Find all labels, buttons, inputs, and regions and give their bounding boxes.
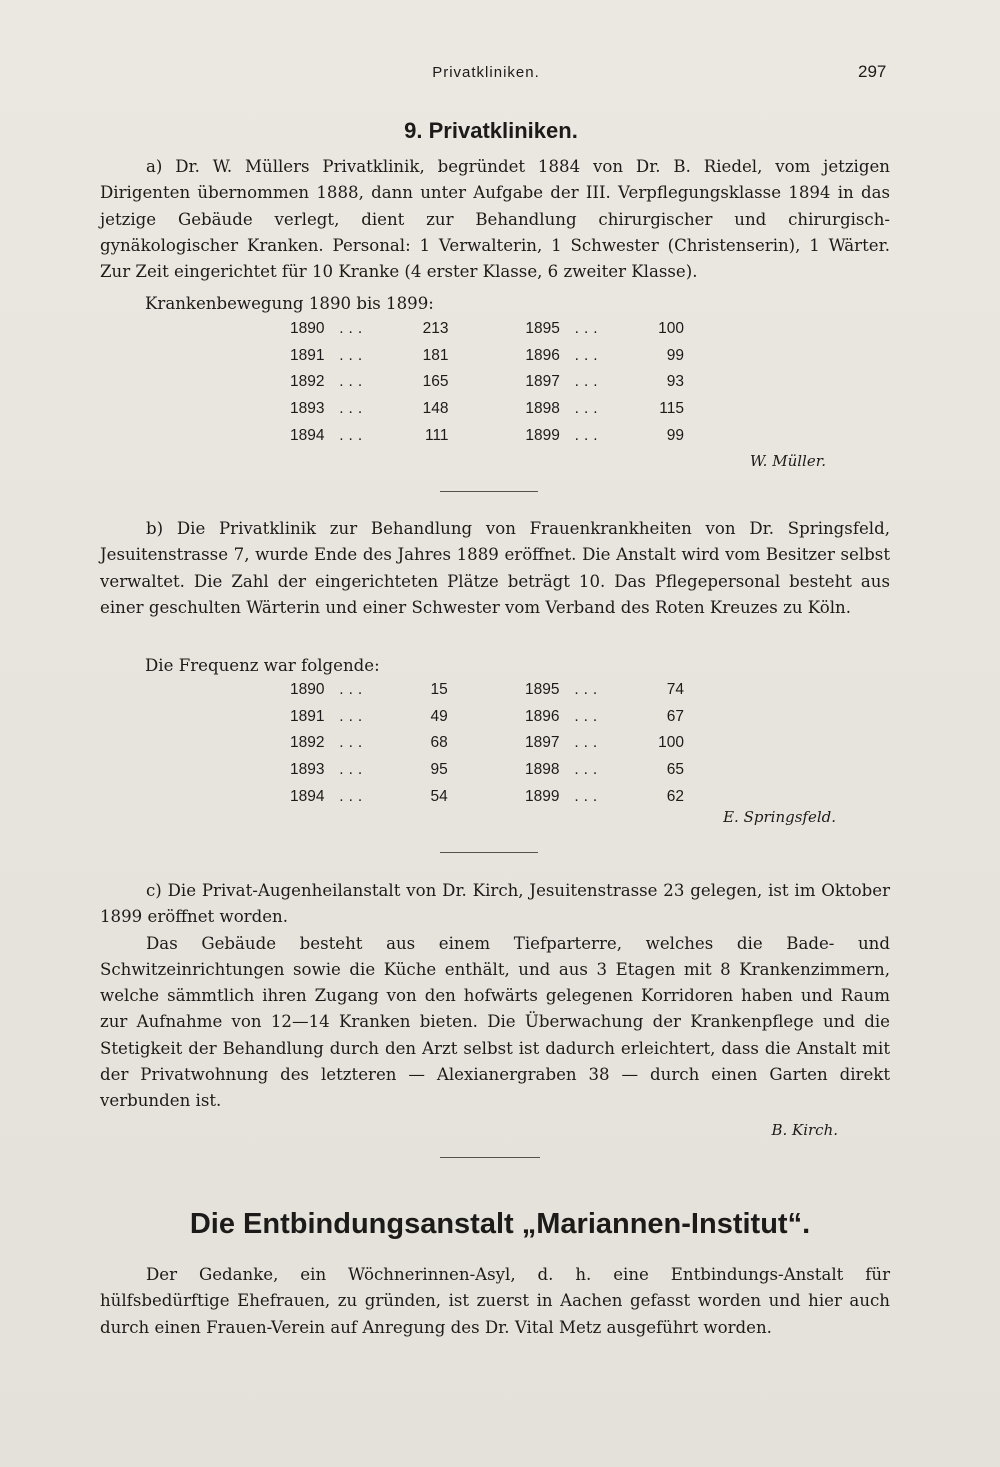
table-cell: 1897 xyxy=(525,373,560,391)
table-cell: 1890 xyxy=(290,320,325,338)
table-cell: 68 xyxy=(430,734,448,752)
leader-dots: ... xyxy=(339,707,368,725)
table-row xyxy=(290,369,690,396)
table-cell: 15 xyxy=(430,681,448,699)
part-c-paragraph xyxy=(100,878,890,1115)
table-row xyxy=(290,396,690,423)
table-cell: 95 xyxy=(430,761,448,779)
table-cell: 111 xyxy=(424,426,449,444)
leader-dots: ... xyxy=(574,707,603,725)
table-cell: 1894 xyxy=(290,787,325,805)
table-row xyxy=(290,343,690,370)
table-cell: 1892 xyxy=(290,373,325,391)
part-c-text-1: c) Die Privat-Augenheilanstalt von Dr. Kirch, Jesuitenstrasse 23 gelegen, ist im Oktober 1899 eröffnet worden. xyxy=(100,881,890,927)
section-title: 9. Privatkliniken. xyxy=(404,118,578,143)
leader-dots: ... xyxy=(339,681,368,699)
table-row xyxy=(290,757,690,784)
table-cell: 1893 xyxy=(290,400,325,418)
table-row xyxy=(290,316,690,343)
table-cell: 1890 xyxy=(290,681,325,699)
leader-dots: ... xyxy=(574,373,603,391)
table-row xyxy=(290,730,690,757)
leader-dots: ... xyxy=(339,787,368,805)
table-cell: 115 xyxy=(659,400,684,418)
leader-dots: ... xyxy=(339,346,368,364)
table-cell: 148 xyxy=(422,400,449,418)
leader-dots: ... xyxy=(339,426,368,444)
table-cell: 1895 xyxy=(525,681,560,699)
table-cell: 1899 xyxy=(525,426,560,444)
table-cell: 1896 xyxy=(525,346,560,364)
part-b-table-intro: Die Frequenz war folgende: xyxy=(145,656,380,675)
chapter-text: Der Gedanke, ein Wöchnerinnen-Asyl, d. h. eine Entbindungs-Anstalt für hülfsbedürftige Ehefrauen, zu gründen, ist zuerst in Aachen gefasst worden und hier auch durch einen Frauen-Verein auf Anregung des Dr. Vital Metz ausgeführt worden. xyxy=(100,1265,890,1337)
part-b-paragraph xyxy=(100,516,890,621)
part-b-frequency-table xyxy=(290,677,690,810)
table-cell: 99 xyxy=(666,346,684,364)
table-row xyxy=(290,422,690,449)
part-a-table-intro: Krankenbewegung 1890 bis 1899: xyxy=(145,294,434,313)
table-cell: 74 xyxy=(666,681,684,699)
section-divider xyxy=(440,1157,540,1158)
table-cell: 93 xyxy=(666,373,684,391)
leader-dots: ... xyxy=(339,734,368,752)
table-cell: 67 xyxy=(666,707,684,725)
table-cell: 65 xyxy=(666,761,684,779)
table-cell: 1898 xyxy=(525,400,560,418)
leader-dots: ... xyxy=(574,400,603,418)
table-cell: 1896 xyxy=(525,707,560,725)
leader-dots: ... xyxy=(574,320,603,338)
running-head: Privatkliniken. xyxy=(432,64,540,81)
leader-dots: ... xyxy=(574,761,603,779)
page-number: 297 xyxy=(858,62,887,81)
chapter-paragraph xyxy=(100,1262,890,1341)
table-row xyxy=(290,677,690,704)
table-row xyxy=(290,704,690,731)
leader-dots: ... xyxy=(574,681,603,699)
signature-kirch: B. Kirch. xyxy=(771,1121,838,1139)
table-cell: 1891 xyxy=(290,346,325,364)
part-c-text-2: Das Gebäude besteht aus einem Tiefparterre, welches die Bade- und Schwitzeinrichtungen sowie die Küche enthält, und aus 3 Etagen mit 8 Krankenzimmern, welche sämmtlich ihren Zugang von den hofwärts gelegenen Korridoren haben und Raum zur Aufnahme von 12—14 Kranken bieten. Die Überwachung der Krankenpflege und die Stetigkeit der Behandlung durch den Arzt selbst ist dadurch erleichtert, dass die Anstalt mit der Privatwohnung des letzteren — Alexianergraben 38 — durch einen Garten direkt verbunden ist. xyxy=(100,933,890,1111)
table-cell: 181 xyxy=(422,346,449,364)
leader-dots: ... xyxy=(339,400,368,418)
table-cell: 213 xyxy=(422,320,449,338)
leader-dots: ... xyxy=(339,761,368,779)
section-divider xyxy=(440,852,538,853)
part-a-patient-table xyxy=(290,316,690,449)
table-cell: 100 xyxy=(658,320,684,338)
table-cell: 1899 xyxy=(525,787,560,805)
table-cell: 49 xyxy=(430,707,448,725)
section-divider xyxy=(440,491,538,492)
table-cell: 1892 xyxy=(290,734,325,752)
table-cell: 54 xyxy=(430,787,448,805)
leader-dots: ... xyxy=(339,373,368,391)
table-cell: 100 xyxy=(658,734,684,752)
part-a-text: a) Dr. W. Müllers Privatklinik, begründet 1884 von Dr. B. Riedel, vom jetzigen Dirigenten übernommen 1888, dann unter Aufgabe der III. Verpflegungsklasse 1894 in das jetzige Gebäude verlegt, dient zur Behandlung chirurgischer und chirurgisch-gynäkologischer Kranken. Personal: 1 Verwalterin, 1 Schwester (Christenserin), 1 Wärter. Zur Zeit eingerichtet für 10 Kranke (4 erster Klasse, 6 zweiter Klasse). xyxy=(100,157,890,282)
table-row xyxy=(290,783,690,810)
leader-dots: ... xyxy=(574,426,603,444)
table-cell: 1895 xyxy=(525,320,560,338)
leader-dots: ... xyxy=(574,734,603,752)
leader-dots: ... xyxy=(574,787,603,805)
chapter-title: Die Entbindungsanstalt „Mariannen-Institut“. xyxy=(189,1208,811,1240)
table-cell: 1898 xyxy=(525,761,560,779)
signature-mueller: W. Müller. xyxy=(749,452,826,470)
signature-springsfeld: E. Springsfeld. xyxy=(723,808,836,826)
table-cell: 1894 xyxy=(290,426,325,444)
table-cell: 165 xyxy=(422,373,449,391)
part-a-paragraph xyxy=(100,154,890,285)
table-cell: 1897 xyxy=(525,734,560,752)
leader-dots: ... xyxy=(339,320,368,338)
part-b-text: b) Die Privatklinik zur Behandlung von Frauenkrankheiten von Dr. Springsfeld, Jesuitenstrasse 7, wurde Ende des Jahres 1889 eröffnet. Die Anstalt wird vom Besitzer selbst verwaltet. Die Zahl der eingerichteten Plätze beträgt 10. Das Pflegepersonal besteht aus einer geschulten Wärterin und einer Schwester vom Verband des Roten Kreuzes zu Köln. xyxy=(100,519,890,617)
table-cell: 99 xyxy=(666,426,684,444)
leader-dots: ... xyxy=(574,346,603,364)
table-cell: 1893 xyxy=(290,761,325,779)
table-cell: 62 xyxy=(666,787,684,805)
table-cell: 1891 xyxy=(290,707,325,725)
